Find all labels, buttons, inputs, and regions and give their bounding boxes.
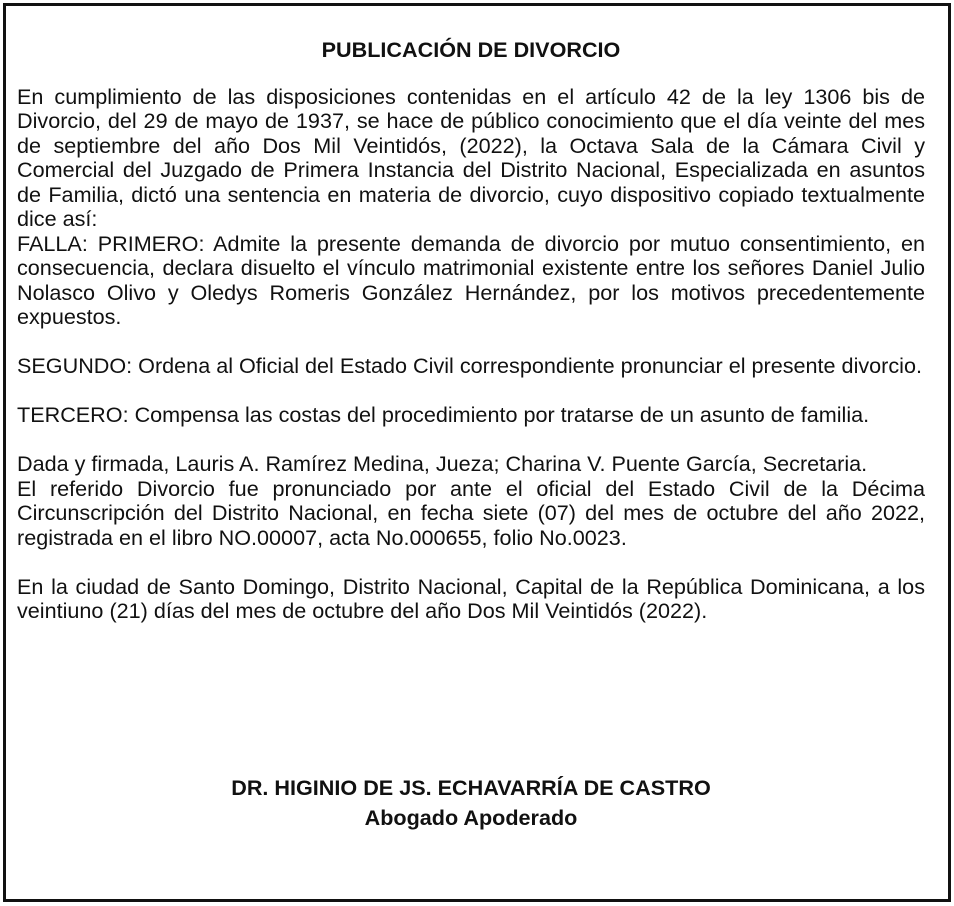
signature-name: DR. HIGINIO DE JS. ECHAVARRÍA DE CASTRO	[231, 775, 711, 800]
notice-title: PUBLICACIÓN DE DIVORCIO	[321, 37, 621, 62]
spacer	[17, 330, 925, 355]
signature-role: Abogado Apoderado	[364, 805, 578, 830]
spacer	[17, 550, 925, 575]
spacer	[17, 428, 925, 453]
paragraph-referido: El referido Divorcio fue pronunciado por ante el oficial del Estado Civil de la Décima Circunscripción del Distrito Nacional, en fecha siete (07) del mes de octubre del año 2022, registrada en el libro NO.00007, acta No.000655, folio No.0023.	[17, 475, 925, 550]
paragraph-ciudad: En la ciudad de Santo Domingo, Distrito Nacional, Capital de la República Dominicana, a los veintiuno (21) días del mes de octubre del año Dos Mil Veintidós (2022).	[17, 573, 925, 623]
paragraph-falla: FALLA: PRIMERO: Admite la presente demanda de divorcio por mutuo consentimiento, en consecuencia, declara disuelto el vínculo matrimonial existente entre los señores Daniel Julio Nolasco Olivo y Oledys Romeris González Hernández, por los motivos precedentemente expuestos.	[17, 230, 925, 329]
signature-block	[17, 773, 925, 833]
paragraph-intro: En cumplimiento de las disposiciones contenidas en el artículo 42 de la ley 1306 bis de Divorcio, del 29 de mayo de 1937, se hace de público conocimiento que el día veinte del mes de septiembre del año Dos Mil Veintidós, (2022), la Octava Sala de la Cámara Civil y Comercial del Juzgado de Primera Instancia del Distrito Nacional, Especializada en asuntos de Familia, dictó una sentencia en materia de divorcio, cuyo dispositivo copiado textualmente dice así:	[17, 83, 925, 231]
paragraph-tercero: TERCERO: Compensa las costas del procedimiento por tratarse de un asunto de familia.	[17, 402, 870, 427]
spacer	[17, 379, 925, 404]
notice-body	[17, 38, 925, 624]
paragraph-dada: Dada y firmada, Lauris A. Ramírez Medina, Jueza; Charina V. Puente García, Secretaria.	[17, 451, 868, 476]
paragraph-segundo: SEGUNDO: Ordena al Oficial del Estado Civil correspondiente pronunciar el presente divorcio.	[17, 353, 922, 378]
